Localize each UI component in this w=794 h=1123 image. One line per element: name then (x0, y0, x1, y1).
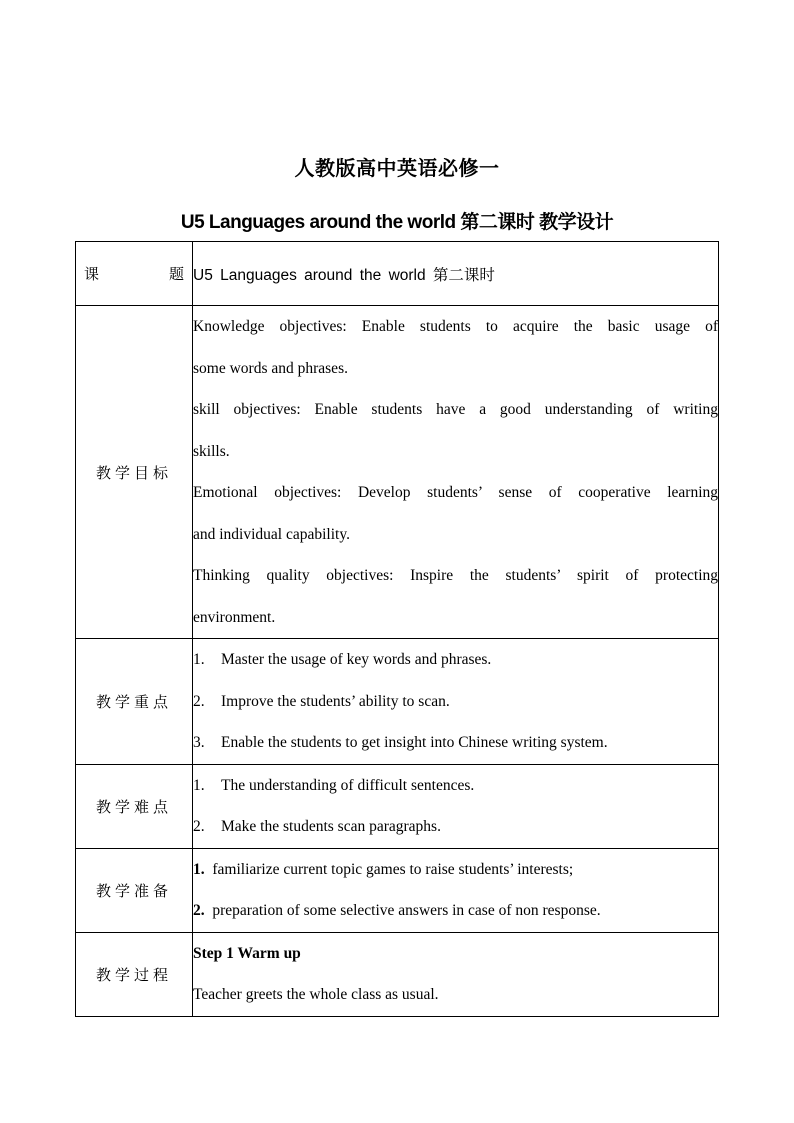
document-subtitle: U5 Languages around the world 第二课时 教学设计 (180, 212, 614, 233)
step-title: Step 1 Warm up (193, 944, 301, 962)
list-text: Enable the students to get insight into Chinese writing system. (221, 734, 608, 751)
row-key-points (76, 639, 719, 765)
list-item (193, 722, 718, 764)
row-difficulties (76, 764, 719, 848)
row-process (76, 932, 719, 1016)
list-item (193, 806, 718, 848)
row-objectives (76, 306, 719, 639)
topic-value: U5 Languages around the world 第二课时 (193, 242, 719, 306)
list-number: 1. (193, 860, 205, 878)
list-number: 1. (193, 651, 205, 668)
label-difficulties: 教学难点 (76, 764, 193, 848)
list-item (193, 849, 718, 891)
objectives-line: skill objectives: Enable students have a good understanding of writing (193, 401, 718, 418)
objectives-line: environment. (193, 608, 276, 626)
list-text: Master the usage of key words and phrases. (221, 651, 492, 668)
difficulties-content (193, 764, 719, 848)
process-content (193, 932, 719, 1016)
objectives-content (193, 306, 719, 639)
objectives-line: and individual capability. (193, 525, 350, 543)
list-item (193, 765, 718, 807)
list-number: 2. (193, 692, 205, 710)
list-number: 2. (193, 902, 205, 919)
label-objectives: 教学目标 (76, 306, 193, 639)
objectives-line: skills. (193, 442, 230, 460)
list-text: familiarize current topic games to raise students’ interests; (212, 860, 574, 878)
list-number: 1. (193, 776, 205, 794)
objectives-line: Knowledge objectives: Enable students to acquire the basic usage of (193, 318, 718, 335)
row-preparation (76, 848, 719, 932)
document-title: 人教版高中英语必修一 (294, 156, 500, 180)
objectives-line: Emotional objectives: Develop students’ sense of cooperative learning (193, 484, 718, 501)
row-topic (76, 242, 719, 306)
list-text: Make the students scan paragraphs. (221, 818, 441, 835)
lesson-plan-table (75, 241, 719, 1017)
list-text: preparation of some selective answers in case of non response. (212, 902, 601, 919)
objectives-line: Thinking quality objectives: Inspire the students’ spirit of protecting (193, 567, 718, 584)
list-text: Improve the students’ ability to scan. (221, 692, 450, 710)
objectives-line: some words and phrases. (193, 359, 348, 377)
label-topic: 课 题 (76, 242, 193, 306)
list-number: 3. (193, 734, 205, 751)
key-points-content (193, 639, 719, 765)
step-text: Teacher greets the whole class as usual. (193, 986, 439, 1003)
list-number: 2. (193, 818, 205, 835)
label-preparation: 教学准备 (76, 848, 193, 932)
label-process: 教学过程 (76, 932, 193, 1016)
list-text: The understanding of difficult sentences. (221, 776, 475, 794)
list-item (193, 639, 718, 681)
preparation-content (193, 848, 719, 932)
list-item (193, 890, 718, 932)
label-key-points: 教学重点 (76, 639, 193, 765)
list-item (193, 681, 718, 723)
